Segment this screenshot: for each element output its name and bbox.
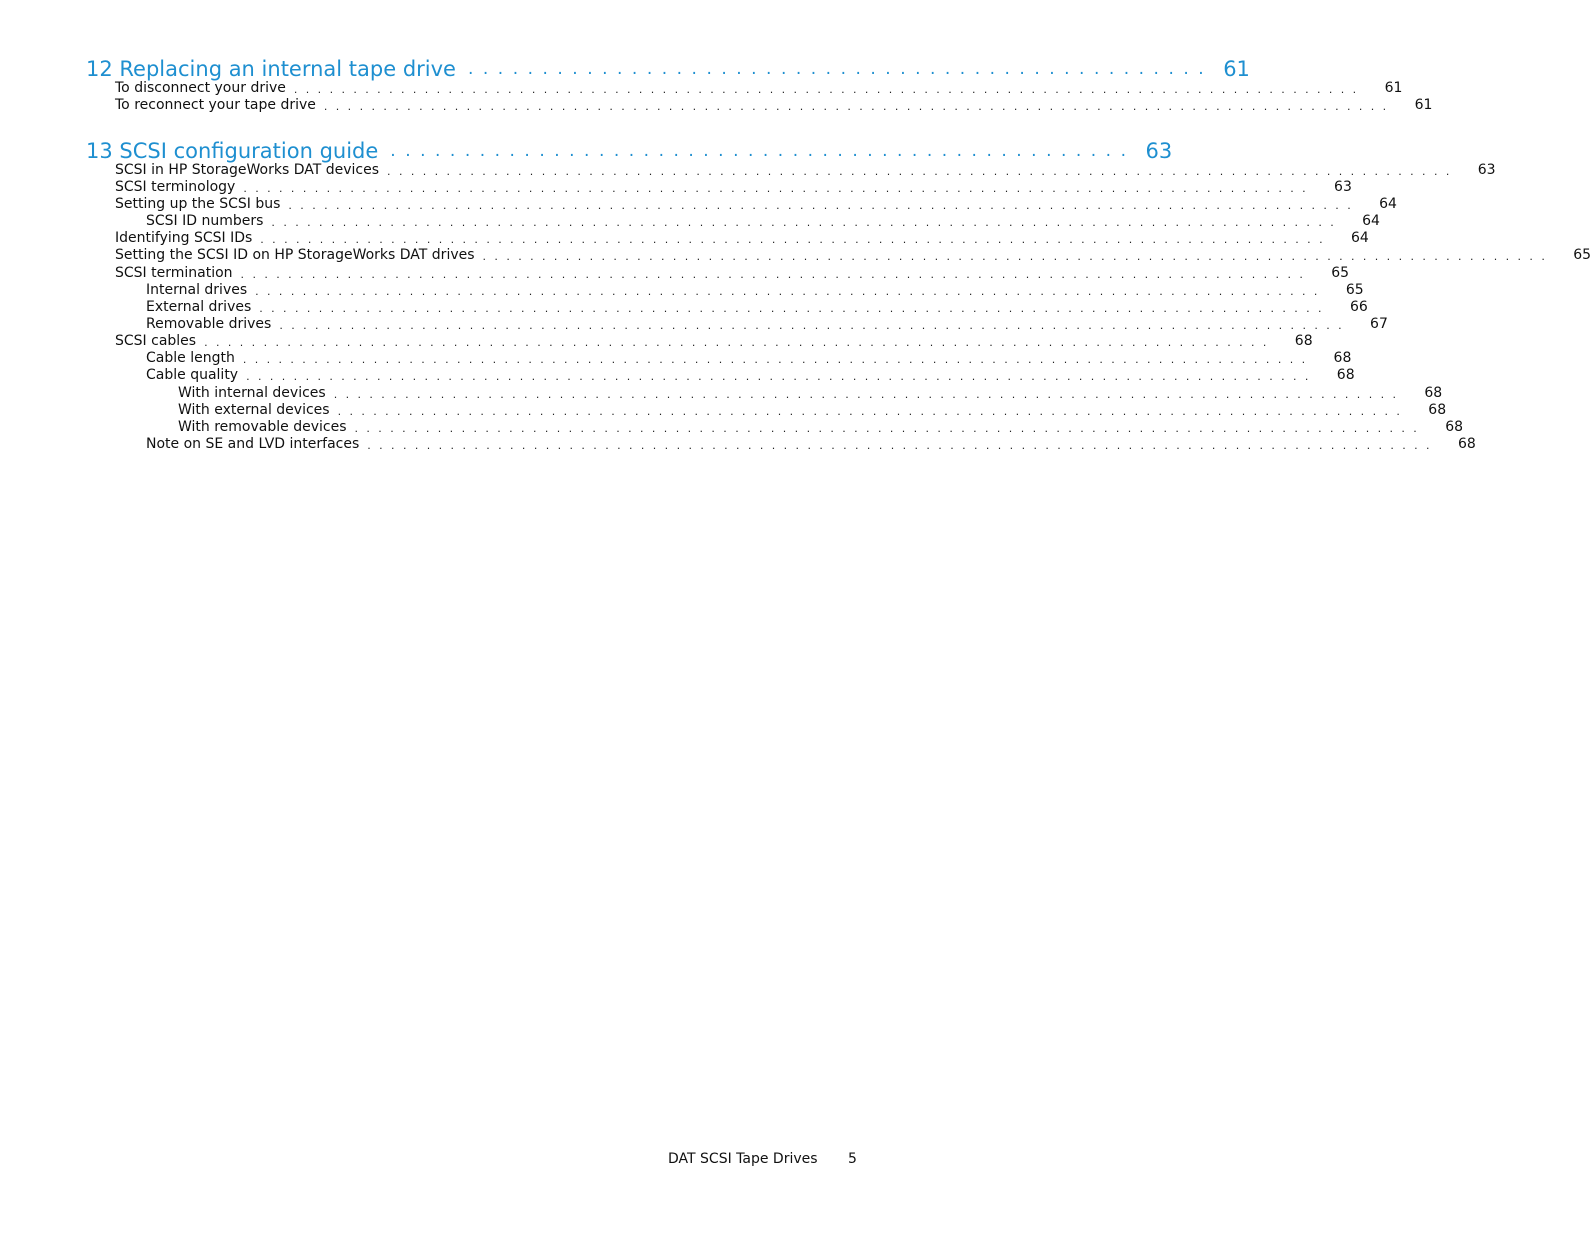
toc-entry[interactable] [146, 436, 1476, 453]
toc-chapter-12[interactable] [86, 52, 1250, 82]
entry-page-number: 68 [1445, 419, 1464, 435]
chapter-page-number: 61 [1223, 57, 1250, 81]
toc-entry[interactable] [146, 299, 1368, 316]
dot-leader: .......................................................................................... [243, 182, 1315, 195]
toc-entry[interactable] [115, 247, 1591, 264]
entry-title: To disconnect your drive [115, 80, 286, 96]
toc-entry[interactable] [115, 179, 1352, 196]
toc-entry[interactable] [178, 402, 1447, 419]
entry-title: SCSI termination [115, 265, 233, 281]
chapter-page-number: 63 [1145, 139, 1173, 163]
dot-leader: .......................................................................................... [293, 83, 1365, 96]
toc-entry[interactable] [115, 333, 1313, 350]
dot-leader: .......................................................................................... [246, 370, 1317, 383]
entry-page-number: 63 [1334, 179, 1352, 195]
dot-leader: .......................................................................................... [204, 336, 1275, 349]
entry-title: SCSI terminology [115, 179, 236, 195]
dot-leader: .......................................................................................... [333, 388, 1405, 401]
entry-title: Cable length [146, 350, 235, 366]
toc-entry[interactable] [178, 385, 1443, 402]
dot-leader: .......................................................................................... [367, 439, 1438, 452]
dot-leader: .......................................................................................... [288, 199, 1360, 212]
entry-title: SCSI cables [115, 333, 197, 349]
entry-title: Setting the SCSI ID on HP StorageWorks DAT drives [115, 247, 475, 263]
toc-entry[interactable] [178, 419, 1464, 436]
entry-title: Note on SE and LVD interfaces [146, 436, 360, 452]
entry-title: Cable quality [146, 367, 239, 383]
chapter-title: 13 SCSI configuration guide [86, 139, 379, 163]
dot-leader: .......................................................................................... [279, 319, 1351, 332]
entry-page-number: 61 [1384, 80, 1403, 96]
entry-title: SCSI ID numbers [146, 213, 264, 229]
dot-leader: .......................................................................................... [323, 100, 1395, 113]
toc-entry[interactable] [146, 350, 1352, 367]
toc-entry[interactable] [146, 316, 1388, 333]
dot-leader: .......................................................................................... [240, 268, 1312, 281]
entry-page-number: 68 [1336, 367, 1355, 383]
toc-entry[interactable] [146, 213, 1380, 230]
entry-title: To reconnect your tape drive [115, 97, 316, 113]
toc-entry[interactable] [115, 230, 1369, 247]
chapter-title: 12 Replacing an internal tape drive [86, 57, 456, 81]
entry-page-number: 66 [1349, 299, 1368, 315]
entry-page-number: 65 [1331, 265, 1350, 281]
entry-page-number: 64 [1379, 196, 1397, 212]
dot-leader: .......................................................................................... [260, 233, 1331, 246]
toc-entry[interactable] [146, 367, 1355, 384]
dot-leader: .................................................. [390, 141, 1136, 161]
entry-title: Internal drives [146, 282, 248, 298]
entry-page-number: 65 [1573, 247, 1591, 263]
dot-leader: .................................................. [467, 59, 1214, 79]
entry-title: With removable devices [178, 419, 347, 435]
entry-title: With internal devices [178, 385, 326, 401]
entry-page-number: 64 [1350, 230, 1369, 246]
entry-page-number: 68 [1457, 436, 1476, 452]
toc-entry[interactable] [115, 97, 1433, 114]
entry-page-number: 64 [1362, 213, 1380, 229]
entry-page-number: 63 [1477, 162, 1496, 178]
dot-leader: .......................................................................................... [354, 422, 1426, 435]
entry-page-number: 61 [1414, 97, 1433, 113]
entry-page-number: 67 [1370, 316, 1388, 332]
dot-leader: .......................................................................................... [259, 302, 1330, 315]
toc-entry[interactable] [115, 162, 1496, 179]
dot-leader: .......................................................................................... [337, 405, 1409, 418]
entry-title: With external devices [178, 402, 330, 418]
dot-leader: .......................................................................................... [255, 285, 1326, 298]
dot-leader: .......................................................................................... [387, 165, 1458, 178]
toc-entry[interactable] [115, 196, 1397, 213]
entry-page-number: 68 [1424, 385, 1443, 401]
dot-leader: .......................................................................................... [271, 216, 1343, 229]
entry-page-number: 68 [1333, 350, 1352, 366]
entry-title: Setting up the SCSI bus [115, 196, 281, 212]
entry-title: Removable drives [146, 316, 272, 332]
entry-title: Identifying SCSI IDs [115, 230, 253, 246]
dot-leader: .......................................................................................... [242, 353, 1314, 366]
toc-entry[interactable] [115, 80, 1403, 97]
toc-entry[interactable] [115, 265, 1350, 282]
entry-title: External drives [146, 299, 252, 315]
dot-leader: .......................................................................................... [482, 250, 1554, 263]
entry-page-number: 65 [1345, 282, 1364, 298]
entry-page-number: 68 [1428, 402, 1447, 418]
toc-chapter-13[interactable] [86, 134, 1173, 164]
toc-entry[interactable] [146, 282, 1364, 299]
footer-page-number: 5 [848, 1151, 857, 1167]
entry-page-number: 68 [1294, 333, 1313, 349]
entry-title: SCSI in HP StorageWorks DAT devices [115, 162, 380, 178]
footer-document-title: DAT SCSI Tape Drives [668, 1151, 818, 1167]
